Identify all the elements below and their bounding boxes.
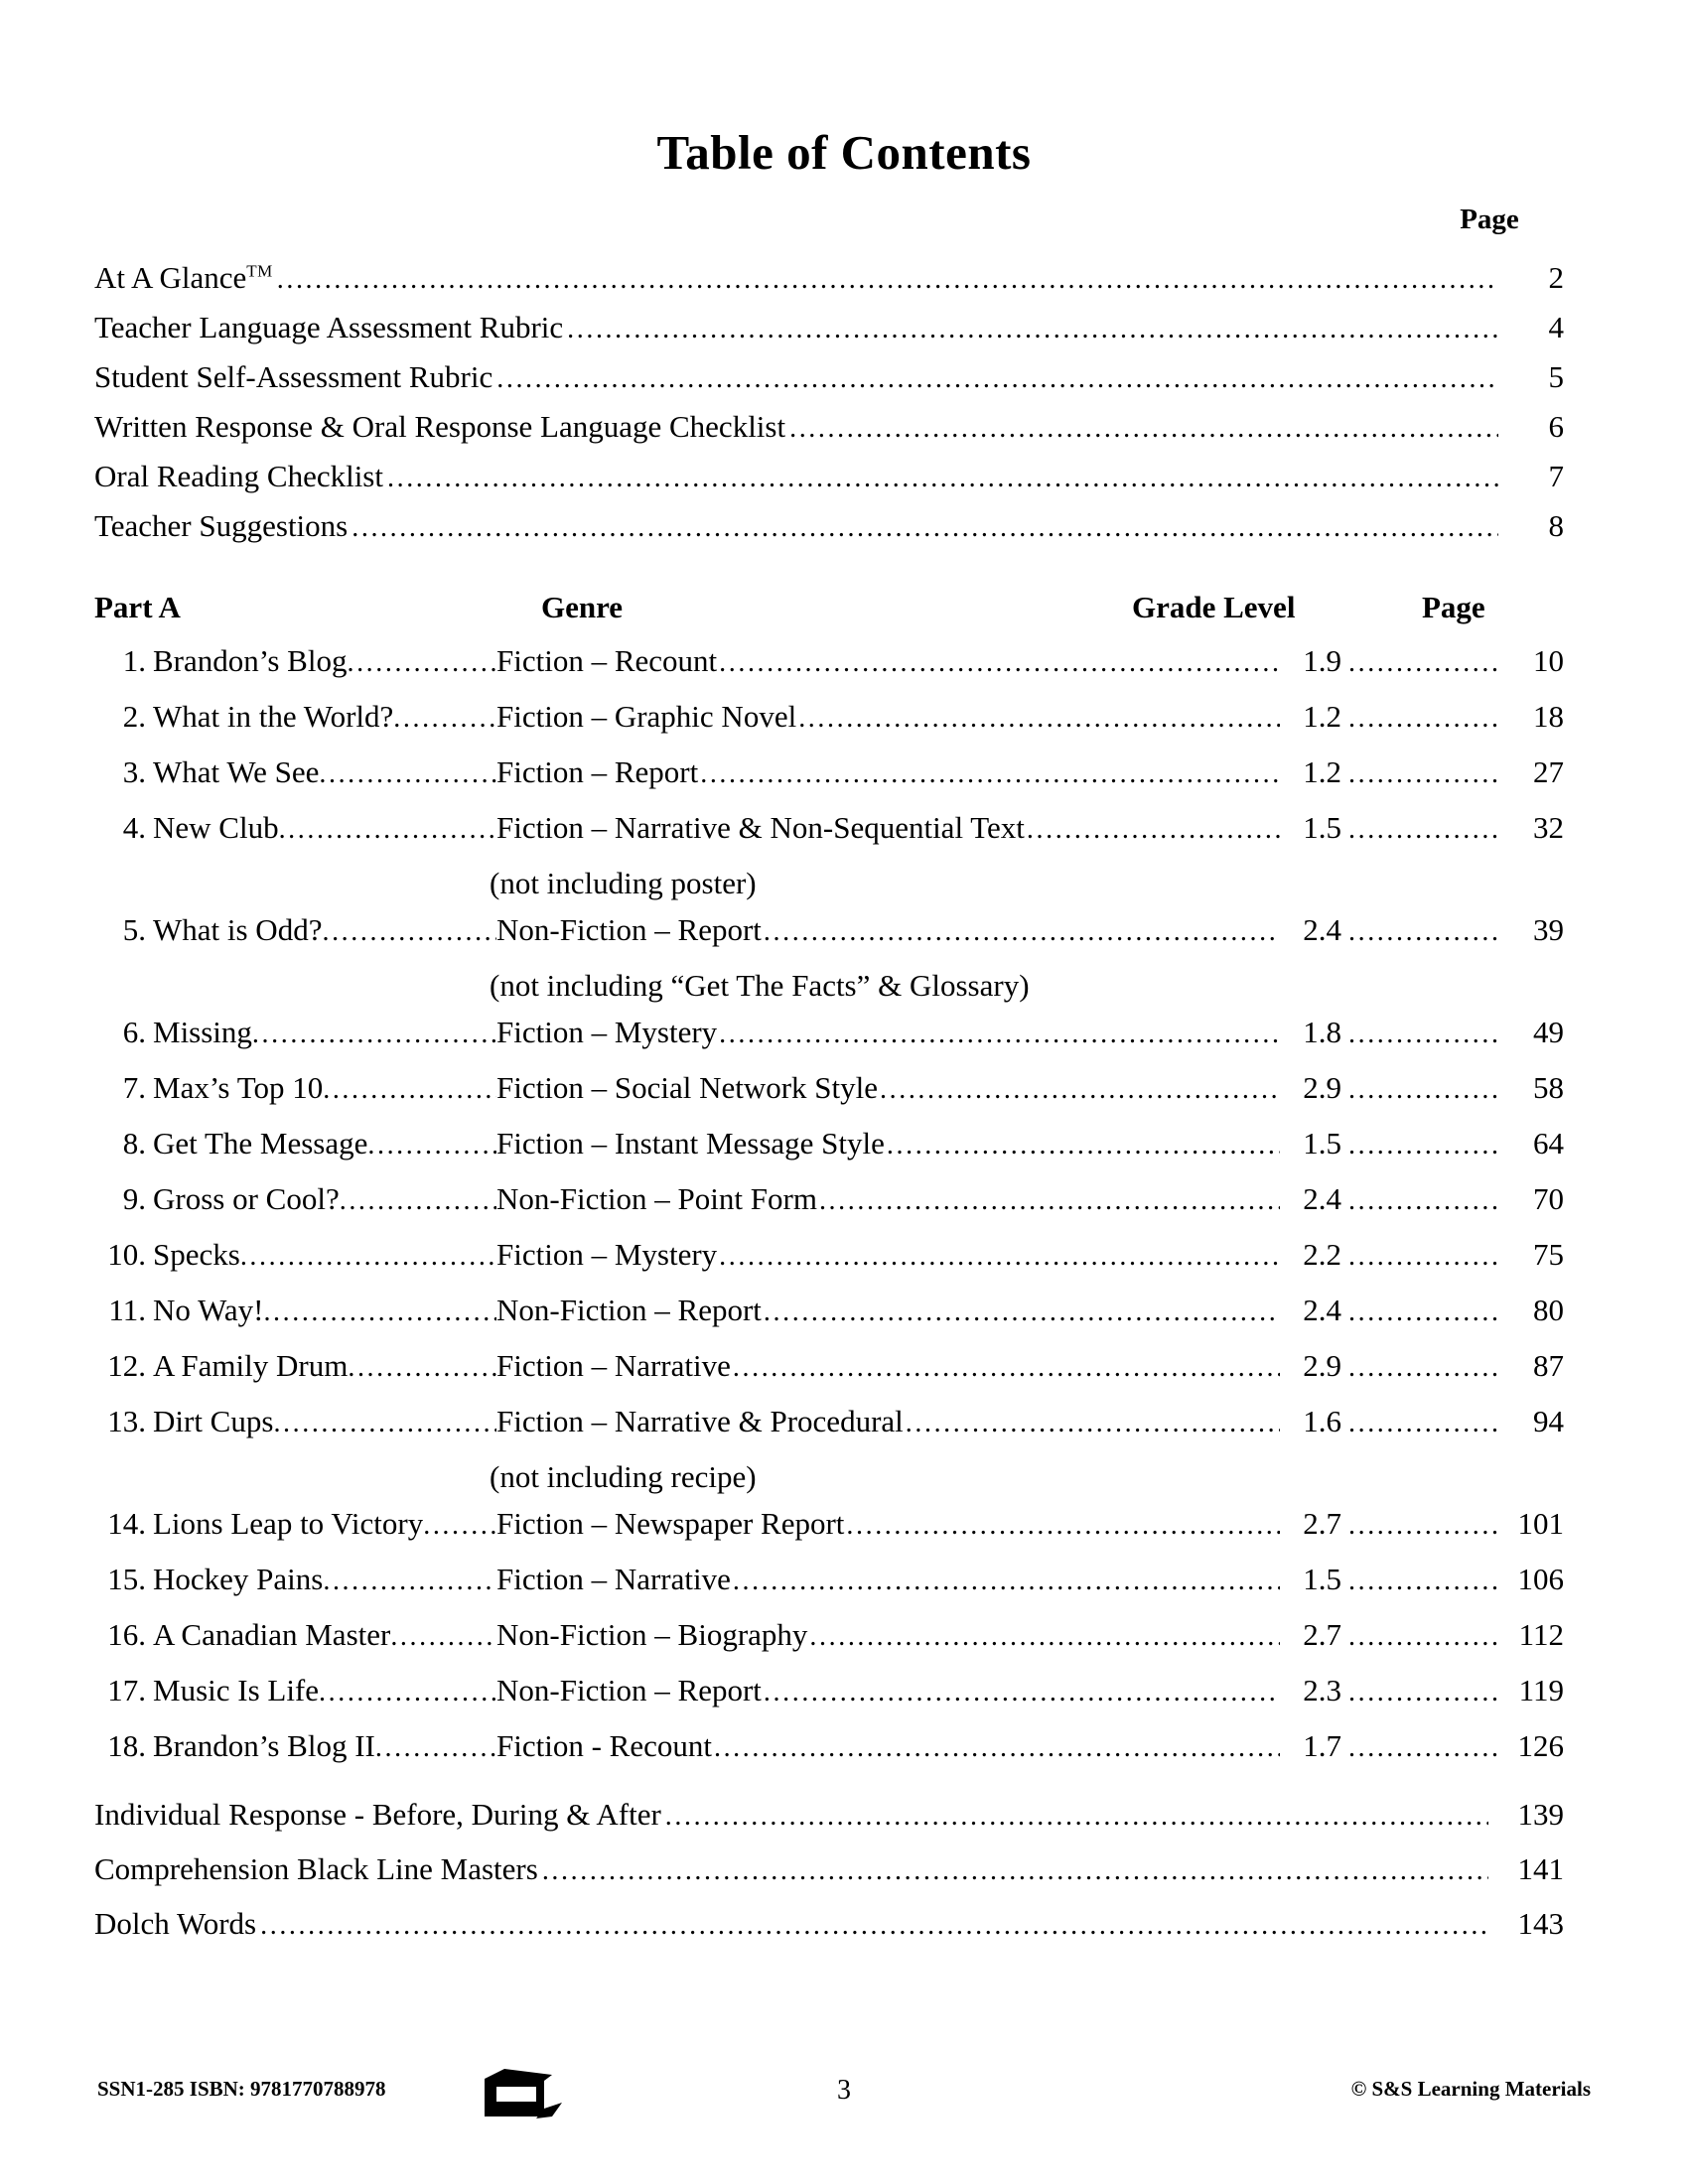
leader-dots: [348, 1352, 496, 1384]
part-a-entry-row[interactable]: [94, 1673, 1564, 1728]
leader-dots: [1348, 1566, 1497, 1597]
toc-entry-label: Student Self-Assessment Rubric: [94, 359, 493, 394]
part-a-entry-row[interactable]: [94, 1404, 1564, 1506]
entry-page: 94: [1533, 1404, 1564, 1438]
footer-page-number: 3: [837, 2075, 851, 2106]
toc-entry-page: 7: [1548, 459, 1564, 493]
entry-index: 10.: [107, 1237, 146, 1272]
leader-dots: [423, 1510, 496, 1542]
entry-genre: Fiction – Mystery: [496, 1237, 718, 1272]
leader-dots: [1348, 1241, 1497, 1273]
entry-note: (not including recipe): [490, 1459, 757, 1494]
leader-dots: [1348, 1677, 1497, 1708]
part-a-entry-row[interactable]: [94, 1126, 1564, 1181]
entry-main-line: [94, 1126, 1564, 1181]
entry-main-line: [94, 912, 1564, 968]
entry-title-cell: [153, 1126, 496, 1161]
part-a-entry-row[interactable]: [94, 1617, 1564, 1673]
leader-dots: [846, 1510, 1280, 1542]
entry-grade-level: 2.9: [1303, 1070, 1341, 1105]
leader-dots: [1348, 1621, 1497, 1653]
entry-main-line: [94, 1015, 1564, 1070]
entry-genre: Non-Fiction – Point Form: [496, 1181, 817, 1216]
entry-grade-level: 1.5: [1303, 1126, 1341, 1160]
entry-index: 2.: [122, 699, 146, 734]
leader-dots: [323, 1566, 496, 1597]
entry-page: 18: [1533, 699, 1564, 734]
front-matter-page-column-header: Page: [1460, 204, 1519, 235]
entry-grade-level: 2.7: [1303, 1617, 1341, 1652]
column-header-grade-level: Grade Level: [1132, 590, 1296, 624]
page-footer: [0, 2065, 1688, 2134]
entry-title: Hockey Pains: [153, 1562, 324, 1596]
entry-index: 1.: [122, 643, 146, 678]
entry-grade-level: 1.8: [1303, 1015, 1341, 1049]
entry-title-cell: [153, 1404, 496, 1439]
leader-dots: [719, 647, 1280, 679]
entry-title-cell: [153, 699, 496, 735]
entry-genre: Fiction – Report: [496, 754, 699, 789]
toc-entry-comprehension-black-line-masters[interactable]: [94, 1851, 1564, 1906]
part-a-entry-row[interactable]: [94, 1181, 1564, 1237]
leader-dots: [789, 415, 1498, 443]
entry-page: 87: [1533, 1348, 1564, 1383]
entry-title: What is Odd?: [153, 912, 323, 947]
entry-title-cell: [153, 1237, 496, 1273]
toc-entry-page: 5: [1548, 359, 1564, 394]
entry-main-line: [94, 1293, 1564, 1348]
entry-title: New Club: [153, 810, 279, 845]
entry-index: 5.: [122, 912, 146, 947]
entry-title-cell: [153, 1728, 496, 1764]
leader-dots: [393, 703, 496, 735]
leader-dots: [733, 1566, 1280, 1597]
entry-main-line: [94, 1070, 1564, 1126]
leader-dots: [340, 1185, 496, 1217]
entry-title: Music Is Life: [153, 1673, 320, 1707]
leader-dots: [665, 1803, 1488, 1831]
entry-main-line: [94, 810, 1564, 866]
entry-index: 8.: [122, 1126, 146, 1160]
toc-entry-written-oral-response-language-checklist[interactable]: [94, 409, 1564, 459]
part-a-entry-row[interactable]: [94, 1348, 1564, 1404]
toc-entry-teacher-language-assessment-rubric[interactable]: [94, 310, 1564, 359]
entry-genre: Fiction – Narrative: [496, 1562, 731, 1596]
leader-dots: [798, 703, 1280, 735]
leader-dots: [263, 1297, 496, 1328]
part-a-entry-row[interactable]: [94, 1562, 1564, 1617]
leader-dots: [319, 758, 496, 790]
entry-main-line: [94, 1617, 1564, 1673]
entry-index: 12.: [107, 1348, 146, 1383]
leader-dots: [719, 1241, 1280, 1273]
entry-genre: Fiction – Narrative: [496, 1348, 731, 1383]
entry-page: 70: [1533, 1181, 1564, 1216]
entry-title-cell: [153, 1348, 496, 1384]
column-header-page: Page: [1422, 590, 1485, 624]
entry-page: 126: [1517, 1728, 1564, 1763]
entry-page: 75: [1533, 1237, 1564, 1272]
leader-dots: [1348, 703, 1497, 735]
toc-entry-page: 139: [1517, 1797, 1564, 1832]
footer-isbn: SSN1-285 ISBN: 9781770788978: [97, 2077, 386, 2101]
leader-dots: [1348, 758, 1497, 790]
part-a-entry-row[interactable]: [94, 1293, 1564, 1348]
entry-grade-level: 2.3: [1303, 1673, 1341, 1707]
entry-genre: Non-Fiction – Report: [496, 1293, 762, 1327]
entry-grade-level: 2.2: [1303, 1237, 1341, 1272]
leader-dots: [375, 1732, 496, 1764]
entry-title: A Canadian Master: [153, 1617, 391, 1652]
entry-grade-level: 2.4: [1303, 912, 1341, 947]
entry-main-line: [94, 1237, 1564, 1293]
entry-genre: Fiction – Narrative & Non-Sequential Text: [496, 810, 1025, 845]
column-header-part-a: Part A: [94, 590, 181, 624]
leader-dots: [1348, 1019, 1497, 1050]
entry-genre: Fiction - Recount: [496, 1728, 712, 1763]
entry-title-cell: [153, 1181, 496, 1217]
part-a-entry-row[interactable]: [94, 699, 1564, 754]
leader-dots: [1027, 814, 1280, 846]
entry-grade-level: 1.5: [1303, 810, 1341, 845]
leader-dots: [367, 1130, 496, 1161]
leader-dots: [567, 316, 1498, 343]
entry-grade-level: 1.7: [1303, 1728, 1341, 1763]
entry-main-line: [94, 1348, 1564, 1404]
entry-title: No Way!: [153, 1293, 264, 1327]
leader-dots: [1348, 814, 1497, 846]
leader-dots: [1348, 1297, 1497, 1328]
entry-title: What We See: [153, 754, 320, 789]
entry-title: Brandon’s Blog II: [153, 1728, 375, 1763]
leader-dots: [322, 916, 496, 948]
entry-genre: Fiction – Narrative & Procedural: [496, 1404, 904, 1438]
entry-main-line: [94, 1506, 1564, 1562]
entry-grade-level: 1.2: [1303, 699, 1341, 734]
leader-dots: [352, 514, 1498, 542]
entry-page: 32: [1533, 810, 1564, 845]
entry-index: 9.: [122, 1181, 146, 1216]
toc-entry-at-a-glance[interactable]: [94, 260, 1564, 310]
entry-main-line: [94, 699, 1564, 754]
entry-title-cell: [153, 1506, 496, 1542]
entry-grade-level: 1.2: [1303, 754, 1341, 789]
entry-page: 106: [1517, 1562, 1564, 1596]
entry-title: Get The Message: [153, 1126, 368, 1160]
part-a-entry-row[interactable]: [94, 1015, 1564, 1070]
entry-title: A Family Drum: [153, 1348, 349, 1383]
leader-dots: [1348, 1732, 1497, 1764]
entry-title-cell: [153, 754, 496, 790]
leader-dots: [240, 1241, 496, 1273]
leader-dots: [764, 1677, 1280, 1708]
toc-entry-label: At A Glance™: [94, 260, 273, 295]
part-a-entry-row[interactable]: [94, 1070, 1564, 1126]
page-title: Table of Contents: [656, 125, 1032, 180]
entry-grade-level: 1.5: [1303, 1562, 1341, 1596]
toc-entry-oral-reading-checklist[interactable]: [94, 459, 1564, 508]
entry-grade-level: 2.7: [1303, 1506, 1341, 1541]
entry-genre: Non-Fiction – Biography: [496, 1617, 808, 1652]
part-a-entry-row[interactable]: [94, 912, 1564, 1015]
entry-genre: Fiction – Recount: [496, 643, 718, 678]
entry-page: 10: [1533, 643, 1564, 678]
toc-entry-page: 141: [1517, 1851, 1564, 1886]
entry-index: 17.: [107, 1673, 146, 1707]
entry-page: 49: [1533, 1015, 1564, 1049]
leader-dots: [880, 1074, 1280, 1106]
toc-entry-teacher-suggestions[interactable]: [94, 508, 1564, 558]
leader-dots: [1348, 916, 1497, 948]
toc-entry-page: 4: [1548, 310, 1564, 344]
toc-entry-page: 6: [1548, 409, 1564, 444]
leader-dots: [1348, 1185, 1497, 1217]
entry-title: Max’s Top 10: [153, 1070, 324, 1105]
entry-title-cell: [153, 1015, 496, 1050]
leader-dots: [906, 1408, 1280, 1439]
leader-dots: [809, 1621, 1280, 1653]
part-a-entry-row[interactable]: [94, 1506, 1564, 1562]
entry-title-cell: [153, 1293, 496, 1328]
entry-page: 80: [1533, 1293, 1564, 1327]
leader-dots: [819, 1185, 1280, 1217]
part-a-entry-row[interactable]: [94, 754, 1564, 810]
leader-dots: [1348, 1352, 1497, 1384]
toc-entry-page: 2: [1548, 260, 1564, 295]
toc-entry-label: Teacher Suggestions: [94, 508, 349, 543]
entry-index: 11.: [108, 1293, 146, 1327]
entry-main-line: [94, 1562, 1564, 1617]
entry-title: What in the World?: [153, 699, 394, 734]
entry-index: 15.: [107, 1562, 146, 1596]
entry-grade-level: 1.6: [1303, 1404, 1341, 1438]
entry-title: Missing: [153, 1015, 252, 1049]
leader-dots: [260, 1912, 1488, 1940]
entry-index: 7.: [122, 1070, 146, 1105]
part-a-column-headers: [94, 590, 1564, 629]
leader-dots: [700, 758, 1280, 790]
back-matter-list: [94, 1797, 1564, 1961]
entry-title-cell: [153, 1070, 496, 1106]
leader-dots: [719, 1019, 1280, 1050]
leader-dots: [714, 1732, 1280, 1764]
toc-entry-page: 143: [1517, 1906, 1564, 1941]
entry-main-line: [94, 1181, 1564, 1237]
leader-dots: [1348, 1130, 1497, 1161]
entry-main-line: [94, 643, 1564, 699]
entry-genre: Non-Fiction – Report: [496, 1673, 762, 1707]
toc-entry-label: Comprehension Black Line Masters: [94, 1851, 538, 1886]
entry-grade-level: 1.9: [1303, 643, 1341, 678]
entry-index: 14.: [107, 1506, 146, 1541]
entry-page: 39: [1533, 912, 1564, 947]
toc-entry-dolch-words[interactable]: [94, 1906, 1564, 1961]
entry-page: 119: [1518, 1673, 1564, 1707]
leader-dots: [1348, 1408, 1497, 1439]
entry-index: 4.: [122, 810, 146, 845]
entry-index: 6.: [122, 1015, 146, 1049]
leader-dots: [319, 1677, 496, 1708]
trademark-mark: TM: [246, 261, 273, 281]
entry-index: 3.: [122, 754, 146, 789]
leader-dots: [764, 916, 1280, 948]
part-a-entry-list: [94, 643, 1564, 1784]
leader-dots: [273, 1408, 496, 1439]
leader-dots: [733, 1352, 1280, 1384]
leader-dots: [279, 814, 496, 846]
footer-copyright: © S&S Learning Materials: [1350, 2077, 1591, 2101]
entry-page: 58: [1533, 1070, 1564, 1105]
entry-main-line: [94, 1673, 1564, 1728]
toc-entry-label: Oral Reading Checklist: [94, 459, 383, 493]
leader-dots: [252, 1019, 496, 1050]
leader-dots: [323, 1074, 496, 1106]
leader-dots: [1348, 647, 1497, 679]
part-a-entry-row[interactable]: [94, 810, 1564, 912]
entry-page: 64: [1533, 1126, 1564, 1160]
entry-title: Brandon’s Blog: [153, 643, 348, 678]
leader-dots: [496, 365, 1498, 393]
leader-dots: [390, 1621, 496, 1653]
entry-page: 101: [1517, 1506, 1564, 1541]
leader-dots: [1348, 1074, 1497, 1106]
entry-genre: Fiction – Instant Message Style: [496, 1126, 885, 1160]
entry-title: Lions Leap to Victory: [153, 1506, 424, 1541]
entry-genre: Fiction – Graphic Novel: [496, 699, 797, 734]
entry-title-cell: [153, 1673, 496, 1708]
entry-note: (not including “Get The Facts” & Glossary): [490, 968, 1030, 1003]
entry-index: 16.: [107, 1617, 146, 1652]
leader-dots: [887, 1130, 1280, 1161]
entry-title: Dirt Cups: [153, 1404, 274, 1438]
entry-title-cell: [153, 1617, 496, 1653]
toc-entry-label: Dolch Words: [94, 1906, 257, 1941]
toc-entry-label: Teacher Language Assessment Rubric: [94, 310, 564, 344]
entry-index: 13.: [107, 1404, 146, 1438]
entry-genre: Non-Fiction – Report: [496, 912, 762, 947]
part-a-entry-row[interactable]: [94, 1237, 1564, 1293]
entry-grade-level: 2.9: [1303, 1348, 1341, 1383]
entry-grade-level: 2.4: [1303, 1181, 1341, 1216]
entry-title-cell: [153, 810, 496, 846]
entry-title-cell: [153, 912, 496, 948]
leader-dots: [764, 1297, 1280, 1328]
leader-dots: [347, 647, 496, 679]
entry-title: Specks: [153, 1237, 240, 1272]
entry-title-cell: [153, 643, 496, 679]
entry-title-cell: [153, 1562, 496, 1597]
leader-dots: [387, 465, 1498, 492]
toc-entry-label: Individual Response - Before, During & After: [94, 1797, 661, 1832]
entry-grade-level: 2.4: [1303, 1293, 1341, 1327]
part-a-entry-row[interactable]: [94, 643, 1564, 699]
front-matter-list: [94, 260, 1564, 558]
column-header-genre: Genre: [541, 590, 624, 624]
entry-index: 18.: [107, 1728, 146, 1763]
toc-entry-label: Written Response & Oral Response Language Checklist: [94, 409, 786, 444]
entry-genre: Fiction – Newspaper Report: [496, 1506, 845, 1541]
entry-title: Gross or Cool?: [153, 1181, 340, 1216]
entry-main-line: [94, 1728, 1564, 1784]
toc-entry-page: 8: [1548, 508, 1564, 543]
part-a-entry-row[interactable]: [94, 1728, 1564, 1784]
entry-main-line: [94, 1404, 1564, 1459]
toc-entry-student-self-assessment-rubric[interactable]: [94, 359, 1564, 409]
leader-dots: [542, 1857, 1488, 1885]
leader-dots: [1348, 1510, 1497, 1542]
leader-dots: [277, 266, 1498, 294]
entry-page: 27: [1533, 754, 1564, 789]
entry-genre: Fiction – Social Network Style: [496, 1070, 879, 1105]
entry-genre: Fiction – Mystery: [496, 1015, 718, 1049]
toc-entry-individual-response[interactable]: [94, 1797, 1564, 1851]
entry-page: 112: [1518, 1617, 1564, 1652]
entry-main-line: [94, 754, 1564, 810]
entry-note: (not including poster): [490, 866, 757, 900]
